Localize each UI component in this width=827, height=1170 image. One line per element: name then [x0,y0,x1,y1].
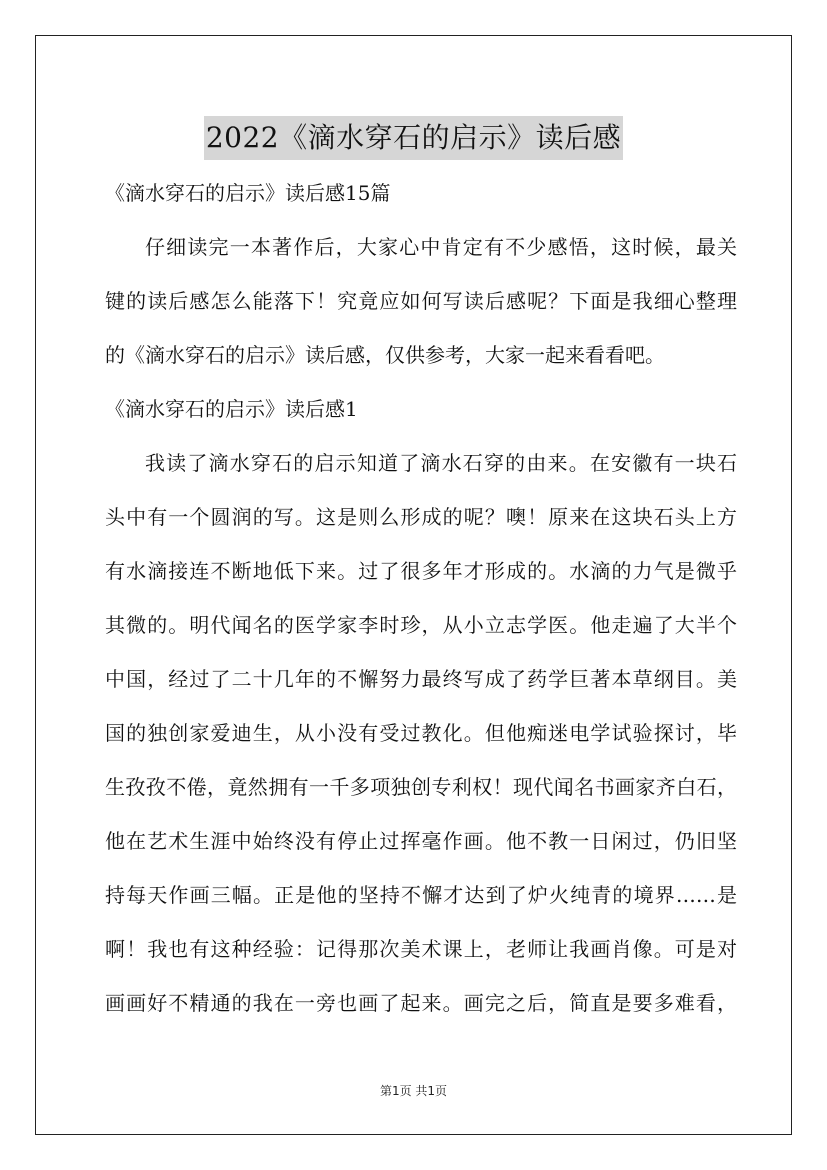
intro-paragraph [105,229,737,373]
paragraph-line: 的《滴水穿石的启示》读后感，仅供参考，大家一起来看看吧。 [105,343,665,367]
section-heading: 《滴水穿石的启示》读后感1 [105,397,358,421]
paragraph-line: 键的读后感怎么能落下！究竟应如何写读后感呢？下面是我细心整理 [105,289,737,313]
paragraph-line: 有水滴接连不断地低下来。过了很多年才形成的。水滴的力气是微乎 [105,559,737,583]
paragraph-line: 持每天作画三幅。正是他的坚持不懈才达到了炉火纯青的境界……是 [105,883,737,907]
paragraph-line: 中国，经过了二十几年的不懈努力最终写成了药学巨著本草纲目。美 [105,667,737,691]
paragraph-line: 他在艺术生涯中始终没有停止过挥毫作画。他不教一日闲过，仍旧坚 [105,829,737,853]
paragraph-line: 头中有一个圆润的写。这是则么形成的呢？噢！原来在这块石头上方 [105,505,737,529]
document-body [105,175,737,1057]
paragraph-line: 生孜孜不倦，竟然拥有一千多项独创专利权！现代闻名书画家齐白石， [105,775,737,799]
page-footer: 第1页 共1页 [379,1084,448,1098]
body-paragraph [105,445,737,1039]
paragraph-line: 我读了滴水穿石的启示知道了滴水石穿的由来。在安徽有一块石 [145,451,737,475]
subtitle: 《滴水穿石的启示》读后感15篇 [105,181,391,205]
paragraph-line: 国的独创家爱迪生，从小没有受过教化。但他痴迷电学试验探讨，毕 [105,721,737,745]
paragraph-line: 啊！我也有这种经验：记得那次美术课上，老师让我画肖像。可是对 [105,937,737,961]
paragraph-line: 画画好不精通的我在一旁也画了起来。画完之后，简直是要多难看， [105,991,737,1015]
paragraph-line: 其微的。明代闻名的医学家李时珍，从小立志学医。他走遍了大半个 [105,613,737,637]
document-title: 2022《滴水穿石的启示》读后感 [204,116,623,160]
title-container [0,97,827,179]
paragraph-line: 仔细读完一本著作后，大家心中肯定有不少感悟，这时候，最关 [145,235,737,259]
